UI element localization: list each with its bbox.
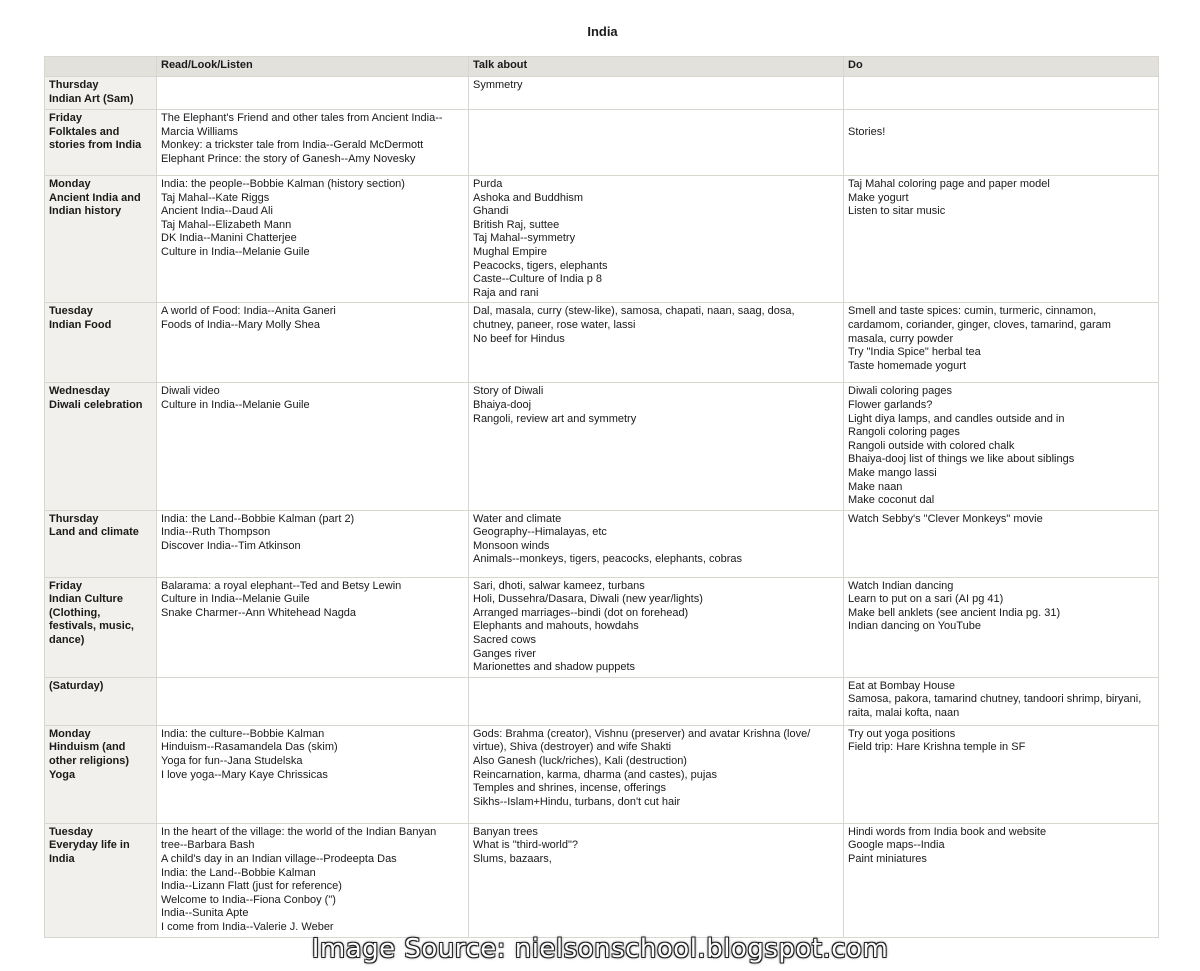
- cell-line: India: the culture--Bobbie Kalman: [161, 727, 325, 740]
- day-label: Diwali celebration: [49, 398, 143, 411]
- cell-line: raita, malai kofta, naan: [848, 707, 960, 720]
- cell-line: Paint miniatures: [848, 853, 927, 866]
- page-title: India: [587, 24, 618, 39]
- cell-line: I love yoga--Mary Kaye Chrissicas: [161, 768, 328, 781]
- cell-line: Taste homemade yogurt: [848, 359, 967, 372]
- cell-line: Marionettes and shadow puppets: [473, 661, 636, 674]
- day-label: India: [49, 853, 75, 866]
- day-label: Everyday life in: [49, 839, 130, 852]
- cell-line: Flower garlands?: [848, 398, 933, 411]
- cell-line: India: the Land--Bobbie Kalman (part 2): [161, 512, 355, 525]
- do-cell: [844, 577, 1159, 677]
- header-row: [45, 57, 1159, 77]
- day-cell: [45, 77, 157, 110]
- talk-cell: [469, 510, 844, 577]
- cell-line: DK India--Manini Chatterjee: [161, 232, 297, 245]
- day-label: dance): [49, 634, 85, 647]
- cell-line: Watch Indian dancing: [848, 579, 954, 592]
- cell-line: Stories!: [848, 125, 886, 138]
- cell-line: Symmetry: [473, 79, 523, 91]
- watermark-caption: Image Source: nielsonschool.blogspot.com: [311, 934, 889, 964]
- read-cell: [157, 77, 469, 110]
- day-label: Monday: [49, 178, 91, 190]
- cell-line: Culture in India--Melanie Guile: [161, 245, 310, 258]
- day-cell: [45, 383, 157, 510]
- day-label: Monday: [49, 727, 91, 740]
- cell-line: India--Lizann Flatt (just for reference): [161, 880, 342, 893]
- cell-line: Diwali video: [161, 385, 220, 398]
- cell-line: [848, 112, 1154, 126]
- cell-line: Make mango lassi: [848, 466, 937, 479]
- cell-line: Monkey: a trickster tale from India--Gerald McDermott: [161, 139, 424, 152]
- cell-line: Balarama: a royal elephant--Ted and Betsy Lewin: [161, 579, 402, 592]
- cell-line: Field trip: Hare Krishna temple in SF: [848, 741, 1026, 754]
- cell-line: Bhaiya-dooj list of things we like about siblings: [848, 453, 1075, 466]
- read-cell: [157, 677, 469, 725]
- cell-line: Culture in India--Melanie Guile: [161, 593, 310, 606]
- cell-line: Welcome to India--Fiona Conboy ("): [161, 893, 336, 906]
- cell-line: In the heart of the village: the world of the Indian Banyan: [161, 825, 437, 838]
- cell-line: Ancient India--Daud Ali: [161, 205, 273, 218]
- cell-line: Also Ganesh (luck/riches), Kali (destruction): [473, 755, 687, 768]
- day-label: Indian history: [49, 205, 122, 218]
- do-cell: [844, 725, 1159, 823]
- cell-line: What is "third-world"?: [473, 839, 579, 852]
- day-label: other religions): [49, 755, 130, 768]
- cell-line: Water and climate: [473, 512, 562, 525]
- cell-line: Mughal Empire: [473, 245, 547, 258]
- cell-line: British Raj, suttee: [473, 218, 560, 231]
- read-cell: [157, 303, 469, 383]
- read-cell: [157, 510, 469, 577]
- cell-line: Light diya lamps, and candles outside and in: [848, 412, 1065, 425]
- cell-line: Make yogurt: [848, 191, 909, 204]
- day-label: Friday: [49, 579, 83, 592]
- day-label: Indian Food: [49, 318, 112, 331]
- day-cell: [45, 677, 157, 725]
- cell-line: Ganges river: [473, 647, 536, 660]
- cell-line: India: the Land--Bobbie Kalman: [161, 866, 316, 879]
- cell-line: Sacred cows: [473, 634, 536, 647]
- day-label: Tuesday: [49, 305, 93, 318]
- talk-cell: [469, 577, 844, 677]
- header-day: [45, 57, 157, 77]
- cell-line: Learn to put on a sari (AI pg 41): [848, 593, 1004, 606]
- read-cell: [157, 383, 469, 510]
- day-label: Indian Culture: [49, 593, 123, 606]
- cell-line: Rangoli outside with colored chalk: [848, 439, 1015, 452]
- cell-line: Purda: [473, 178, 503, 190]
- cell-line: chutney, paneer, rose water, lassi: [473, 318, 636, 331]
- cell-line: Hindi words from India book and website: [848, 825, 1047, 838]
- cell-line: Try out yoga positions: [848, 727, 956, 740]
- day-label: Hinduism (and: [49, 741, 126, 754]
- talk-cell: [469, 823, 844, 937]
- cell-line: Yoga for fun--Jana Studelska: [161, 755, 303, 768]
- talk-cell: [469, 725, 844, 823]
- cell-line: Hinduism--Rasamandela Das (skim): [161, 741, 338, 754]
- cell-line: Ashoka and Buddhism: [473, 191, 584, 204]
- cell-line: cardamom, coriander, ginger, cloves, tamarind, garam: [848, 318, 1111, 331]
- cell-line: Taj Mahal--Elizabeth Mann: [161, 218, 292, 231]
- cell-line: No beef for Hindus: [473, 332, 565, 345]
- day-label: Folktales and: [49, 125, 120, 138]
- table-row: [45, 176, 1159, 303]
- cell-line: Reincarnation, karma, dharma (and castes), pujas: [473, 768, 717, 781]
- day-cell: [45, 823, 157, 937]
- cell-line: The Elephant's Friend and other tales from Ancient India--: [161, 112, 443, 124]
- do-cell: [844, 510, 1159, 577]
- read-cell: [157, 725, 469, 823]
- cell-line: Dal, masala, curry (stew-like), samosa, chapati, naan, saag, dosa,: [473, 305, 795, 318]
- cell-line: Sari, dhoti, salwar kameez, turbans: [473, 579, 645, 592]
- talk-cell: [469, 303, 844, 383]
- day-label: Indian Art (Sam): [49, 92, 134, 105]
- cell-line: Eat at Bombay House: [848, 679, 956, 692]
- cell-line: Elephants and mahouts, howdahs: [473, 620, 639, 633]
- table-row: [45, 823, 1159, 937]
- day-label: (Clothing,: [49, 606, 101, 619]
- do-cell: [844, 77, 1159, 110]
- day-label: Friday: [49, 112, 83, 124]
- day-label: Tuesday: [49, 825, 93, 838]
- cell-line: Bhaiya-dooj: [473, 398, 532, 411]
- cell-line: Story of Diwali: [473, 385, 544, 398]
- read-cell: [157, 110, 469, 176]
- do-cell: [844, 677, 1159, 725]
- day-cell: [45, 176, 157, 303]
- talk-cell: [469, 383, 844, 510]
- cell-line: Diwali coloring pages: [848, 385, 952, 398]
- read-cell: [157, 823, 469, 937]
- day-cell: [45, 725, 157, 823]
- cell-line: Google maps--India: [848, 839, 945, 852]
- cell-line: Marcia Williams: [161, 125, 238, 138]
- cell-line: Try "India Spice" herbal tea: [848, 346, 981, 359]
- day-label: stories from India: [49, 139, 142, 152]
- header-do: Do: [844, 57, 1159, 77]
- cell-line: Taj Mahal coloring page and paper model: [848, 178, 1050, 190]
- do-cell: [844, 383, 1159, 510]
- talk-cell: [469, 77, 844, 110]
- cell-line: Holi, Dussehra/Dasara, Diwali (new year/lights): [473, 593, 703, 606]
- cell-line: Discover India--Tim Atkinson: [161, 539, 301, 552]
- header-talk-about: Talk about: [469, 57, 844, 77]
- cell-line: Taj Mahal--Kate Riggs: [161, 191, 270, 204]
- day-cell: [45, 510, 157, 577]
- table-row: [45, 577, 1159, 677]
- day-label: Ancient India and: [49, 191, 141, 204]
- cell-line: A world of Food: India--Anita Ganeri: [161, 305, 336, 318]
- day-label: Land and climate: [49, 526, 139, 539]
- day-label: (Saturday): [49, 679, 104, 692]
- cell-line: Watch Sebby's "Clever Monkeys" movie: [848, 512, 1043, 525]
- cell-line: Elephant Prince: the story of Ganesh--Amy Novesky: [161, 152, 416, 165]
- cell-line: Gods: Brahma (creator), Vishnu (preserver) and avatar Krishna (love/: [473, 727, 811, 740]
- table-row: [45, 677, 1159, 725]
- cell-line: Sikhs--Islam+Hindu, turbans, don't cut hair: [473, 795, 681, 808]
- cell-line: I come from India--Valerie J. Weber: [161, 921, 334, 933]
- cell-line: Make naan: [848, 480, 903, 493]
- table-row: [45, 510, 1159, 577]
- cell-line: India--Sunita Apte: [161, 907, 249, 920]
- table-row: [45, 303, 1159, 383]
- cell-line: Taj Mahal--symmetry: [473, 232, 576, 245]
- day-cell: [45, 577, 157, 677]
- talk-cell: [469, 677, 844, 725]
- table-row: [45, 383, 1159, 510]
- cell-line: Arranged marriages--bindi (dot on forehead): [473, 606, 689, 619]
- talk-cell: [469, 110, 844, 176]
- cell-line: Samosa, pakora, tamarind chutney, tandoori shrimp, biryani,: [848, 693, 1142, 706]
- talk-cell: [469, 176, 844, 303]
- do-cell: [844, 823, 1159, 937]
- table-row: [45, 110, 1159, 176]
- table-row: [45, 725, 1159, 823]
- cell-line: Culture in India--Melanie Guile: [161, 398, 310, 411]
- table-row: [45, 77, 1159, 110]
- do-cell: [844, 110, 1159, 176]
- cell-line: Make coconut dal: [848, 494, 935, 507]
- day-label: festivals, music,: [49, 620, 134, 633]
- cell-line: A child's day in an Indian village--Prodeepta Das: [161, 853, 397, 866]
- cell-line: Listen to sitar music: [848, 205, 946, 218]
- cell-line: Temples and shrines, incense, offerings: [473, 782, 667, 795]
- lesson-plan-table: [44, 56, 1159, 938]
- cell-line: Snake Charmer--Ann Whitehead Nagda: [161, 606, 357, 619]
- cell-line: Monsoon winds: [473, 539, 550, 552]
- read-cell: [157, 577, 469, 677]
- day-label: Thursday: [49, 512, 99, 525]
- cell-line: virtue), Shiva (destroyer) and wife Shakti: [473, 741, 672, 754]
- cell-line: India--Ruth Thompson: [161, 526, 271, 539]
- cell-line: Rangoli, review art and symmetry: [473, 412, 637, 425]
- cell-line: Make bell anklets (see ancient India pg. 31): [848, 606, 1061, 619]
- cell-line: Geography--Himalayas, etc: [473, 526, 607, 539]
- cell-line: Ghandi: [473, 205, 509, 218]
- day-cell: [45, 303, 157, 383]
- cell-line: Peacocks, tigers, elephants: [473, 259, 608, 272]
- cell-line: Raja and rani: [473, 286, 539, 299]
- cell-line: Smell and taste spices: cumin, turmeric, cinnamon,: [848, 305, 1097, 318]
- day-cell: [45, 110, 157, 176]
- do-cell: [844, 303, 1159, 383]
- cell-line: Slums, bazaars,: [473, 853, 552, 866]
- cell-line: Banyan trees: [473, 825, 538, 838]
- day-label: Yoga: [49, 768, 76, 781]
- cell-line: masala, curry powder: [848, 332, 954, 345]
- day-label: Thursday: [49, 79, 99, 91]
- cell-line: India: the people--Bobbie Kalman (history section): [161, 178, 405, 190]
- read-cell: [157, 176, 469, 303]
- cell-line: tree--Barbara Bash: [161, 839, 255, 852]
- do-cell: [844, 176, 1159, 303]
- cell-line: Rangoli coloring pages: [848, 426, 960, 439]
- header-read-look-listen: Read/Look/Listen: [157, 57, 469, 77]
- day-label: Wednesday: [49, 385, 110, 398]
- cell-line: Indian dancing on YouTube: [848, 620, 981, 633]
- cell-line: Foods of India--Mary Molly Shea: [161, 318, 320, 331]
- cell-line: Caste--Culture of India p 8: [473, 273, 603, 286]
- cell-line: Animals--monkeys, tigers, peacocks, elephants, cobras: [473, 553, 743, 566]
